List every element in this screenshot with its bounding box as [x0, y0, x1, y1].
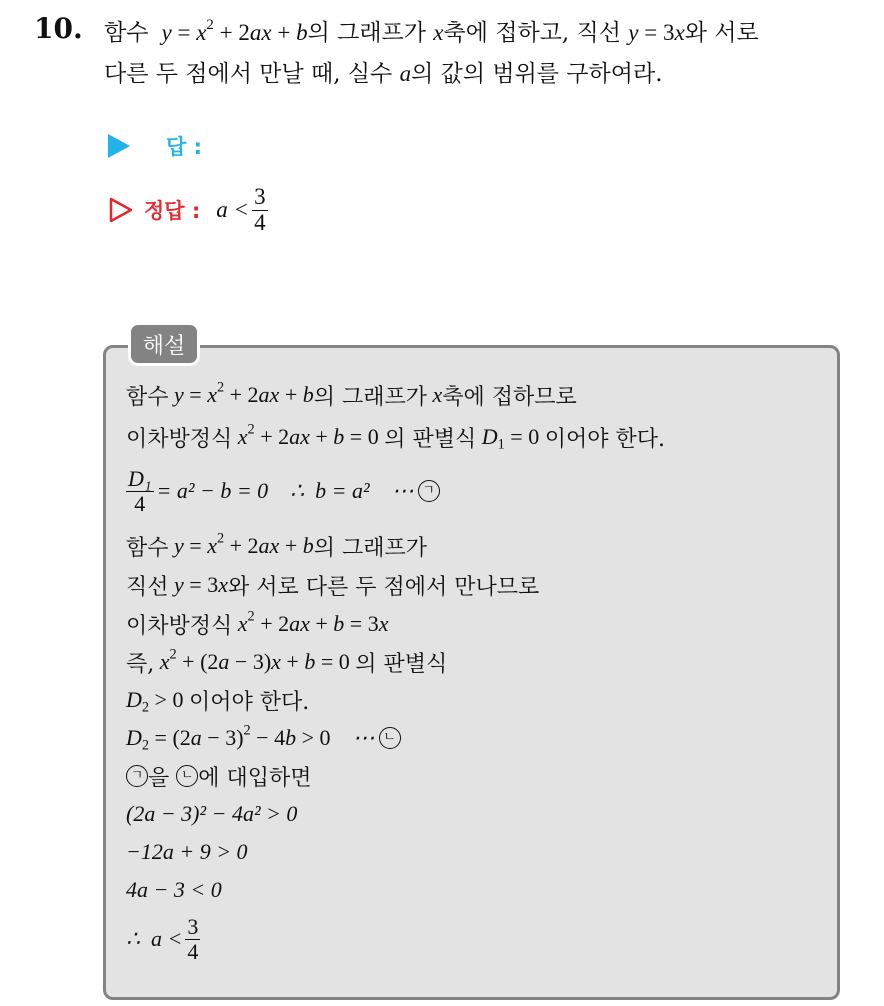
solution-text: 의 판별식: [384, 426, 477, 452]
solution-text: 즉,: [126, 651, 155, 677]
solution-text: 이어야 한다.: [188, 689, 310, 715]
correct-answer-row: [108, 178, 271, 242]
solution-text: 함수: [126, 384, 169, 410]
question-text: 다른 두 점에서 만날 때, 실수: [104, 61, 393, 87]
math-expression: $y = x^2 + 2ax + b$: [168, 530, 314, 558]
math-expression: $D_2 = (2a - 3)^2 - 4b > 0$: [126, 722, 331, 754]
fraction: [126, 467, 154, 514]
math-expression: y = 3x: [168, 572, 228, 597]
solution-text: 의 그래프가: [313, 535, 427, 561]
fraction-numerator: 3: [254, 184, 266, 210]
math-expression: a: [399, 61, 412, 86]
math-expression: $x^2 + (2a - 3)x + b = 0$: [154, 646, 350, 674]
fraction: [252, 185, 268, 234]
fraction-numerator: D₁: [128, 466, 152, 492]
solution-text: 이차방정식: [126, 613, 233, 639]
question-number: 10.: [34, 12, 83, 45]
solution-text: 와 서로 다른 두 점에서 만나므로: [227, 574, 540, 600]
solution-line-12: [126, 834, 248, 870]
solution-line-8: [126, 682, 309, 718]
solution-line-14: [126, 906, 203, 972]
correct-answer-label: 정답 :: [144, 199, 201, 223]
solution-text: 이차방정식: [126, 426, 233, 452]
play-triangle-icon: [108, 134, 130, 158]
math-expression: ∴ a <: [126, 926, 183, 951]
math-expression: x: [427, 382, 443, 407]
solution-text: 축에 접하므로: [442, 384, 577, 410]
circled-label-2: ㄴ: [176, 765, 198, 787]
solution-tab: 해설: [128, 322, 200, 366]
math-expression: = a² − b = 0 ∴ b = a² ⋯: [156, 478, 414, 503]
question-line-1: [104, 14, 759, 47]
solution-text: 이어야 한다.: [544, 426, 665, 452]
answer-label: 답 :: [166, 135, 202, 159]
solution-line-6: [126, 606, 388, 642]
math-expression: $x^2 + 2ax + b = 0$: [232, 421, 379, 449]
solution-line-5: [126, 567, 539, 603]
question-text: 함수: [104, 20, 149, 46]
solution-text: 직선: [126, 574, 169, 600]
math-expression: −12a + 9 > 0: [126, 839, 248, 864]
solution-line-10: [126, 758, 312, 794]
math-expression: $D_1 = 0$: [476, 424, 540, 453]
math-expression: $D_2 > 0$: [126, 687, 184, 716]
fraction-denominator: 4: [187, 938, 199, 964]
solution-line-13: [126, 872, 222, 908]
solution-line-3: [126, 460, 440, 522]
math-expression: $x^2 + 2ax + b = 3x$: [232, 608, 389, 636]
solution-line-9: [126, 720, 401, 756]
solution-text: 에 대입하면: [198, 765, 312, 791]
solution-text: 을: [148, 765, 170, 791]
correct-answer-lhs: a <: [216, 197, 250, 222]
circled-label-1: ㄱ: [126, 765, 148, 787]
answer-row: [108, 130, 202, 162]
correct-answer-value: [216, 185, 270, 234]
circled-label-2: ㄴ: [379, 727, 401, 749]
solution-line-4: [126, 528, 427, 564]
math-expression: $y = x^2 + 2ax + b$: [155, 16, 308, 45]
outline-triangle-icon: [108, 197, 134, 223]
math-expression: $y = x^2 + 2ax + b$: [168, 379, 314, 407]
fraction-denominator: 4: [254, 209, 266, 235]
solution-text: 함수: [126, 535, 169, 561]
fraction-numerator: 3: [187, 914, 199, 940]
math-expression: x: [433, 20, 444, 45]
circled-label-1: ㄱ: [418, 480, 440, 502]
fraction: [185, 915, 200, 962]
math-expression: (2a − 3)² − 4a² > 0: [126, 801, 298, 826]
solution-text: 의 그래프가: [313, 384, 427, 410]
fraction-denominator: 4: [134, 490, 146, 516]
solution-line-7: [126, 644, 447, 680]
solution-line-2: [126, 419, 665, 455]
question-text: 의 값의 범위를 구하여라.: [411, 61, 663, 87]
question-line-2: [104, 55, 663, 88]
question-text: 의 그래프가: [307, 20, 426, 46]
math-expression: y = 3x: [628, 20, 685, 45]
question-text: 축에 접하고, 직선: [443, 20, 621, 46]
question-text: 와 서로: [684, 20, 759, 46]
solution-line-1: [126, 377, 577, 413]
math-expression: ⋯: [352, 725, 375, 750]
solution-line-11: [126, 796, 297, 832]
math-expression: 4a − 3 < 0: [126, 877, 222, 902]
solution-text: 의 판별식: [355, 651, 448, 677]
